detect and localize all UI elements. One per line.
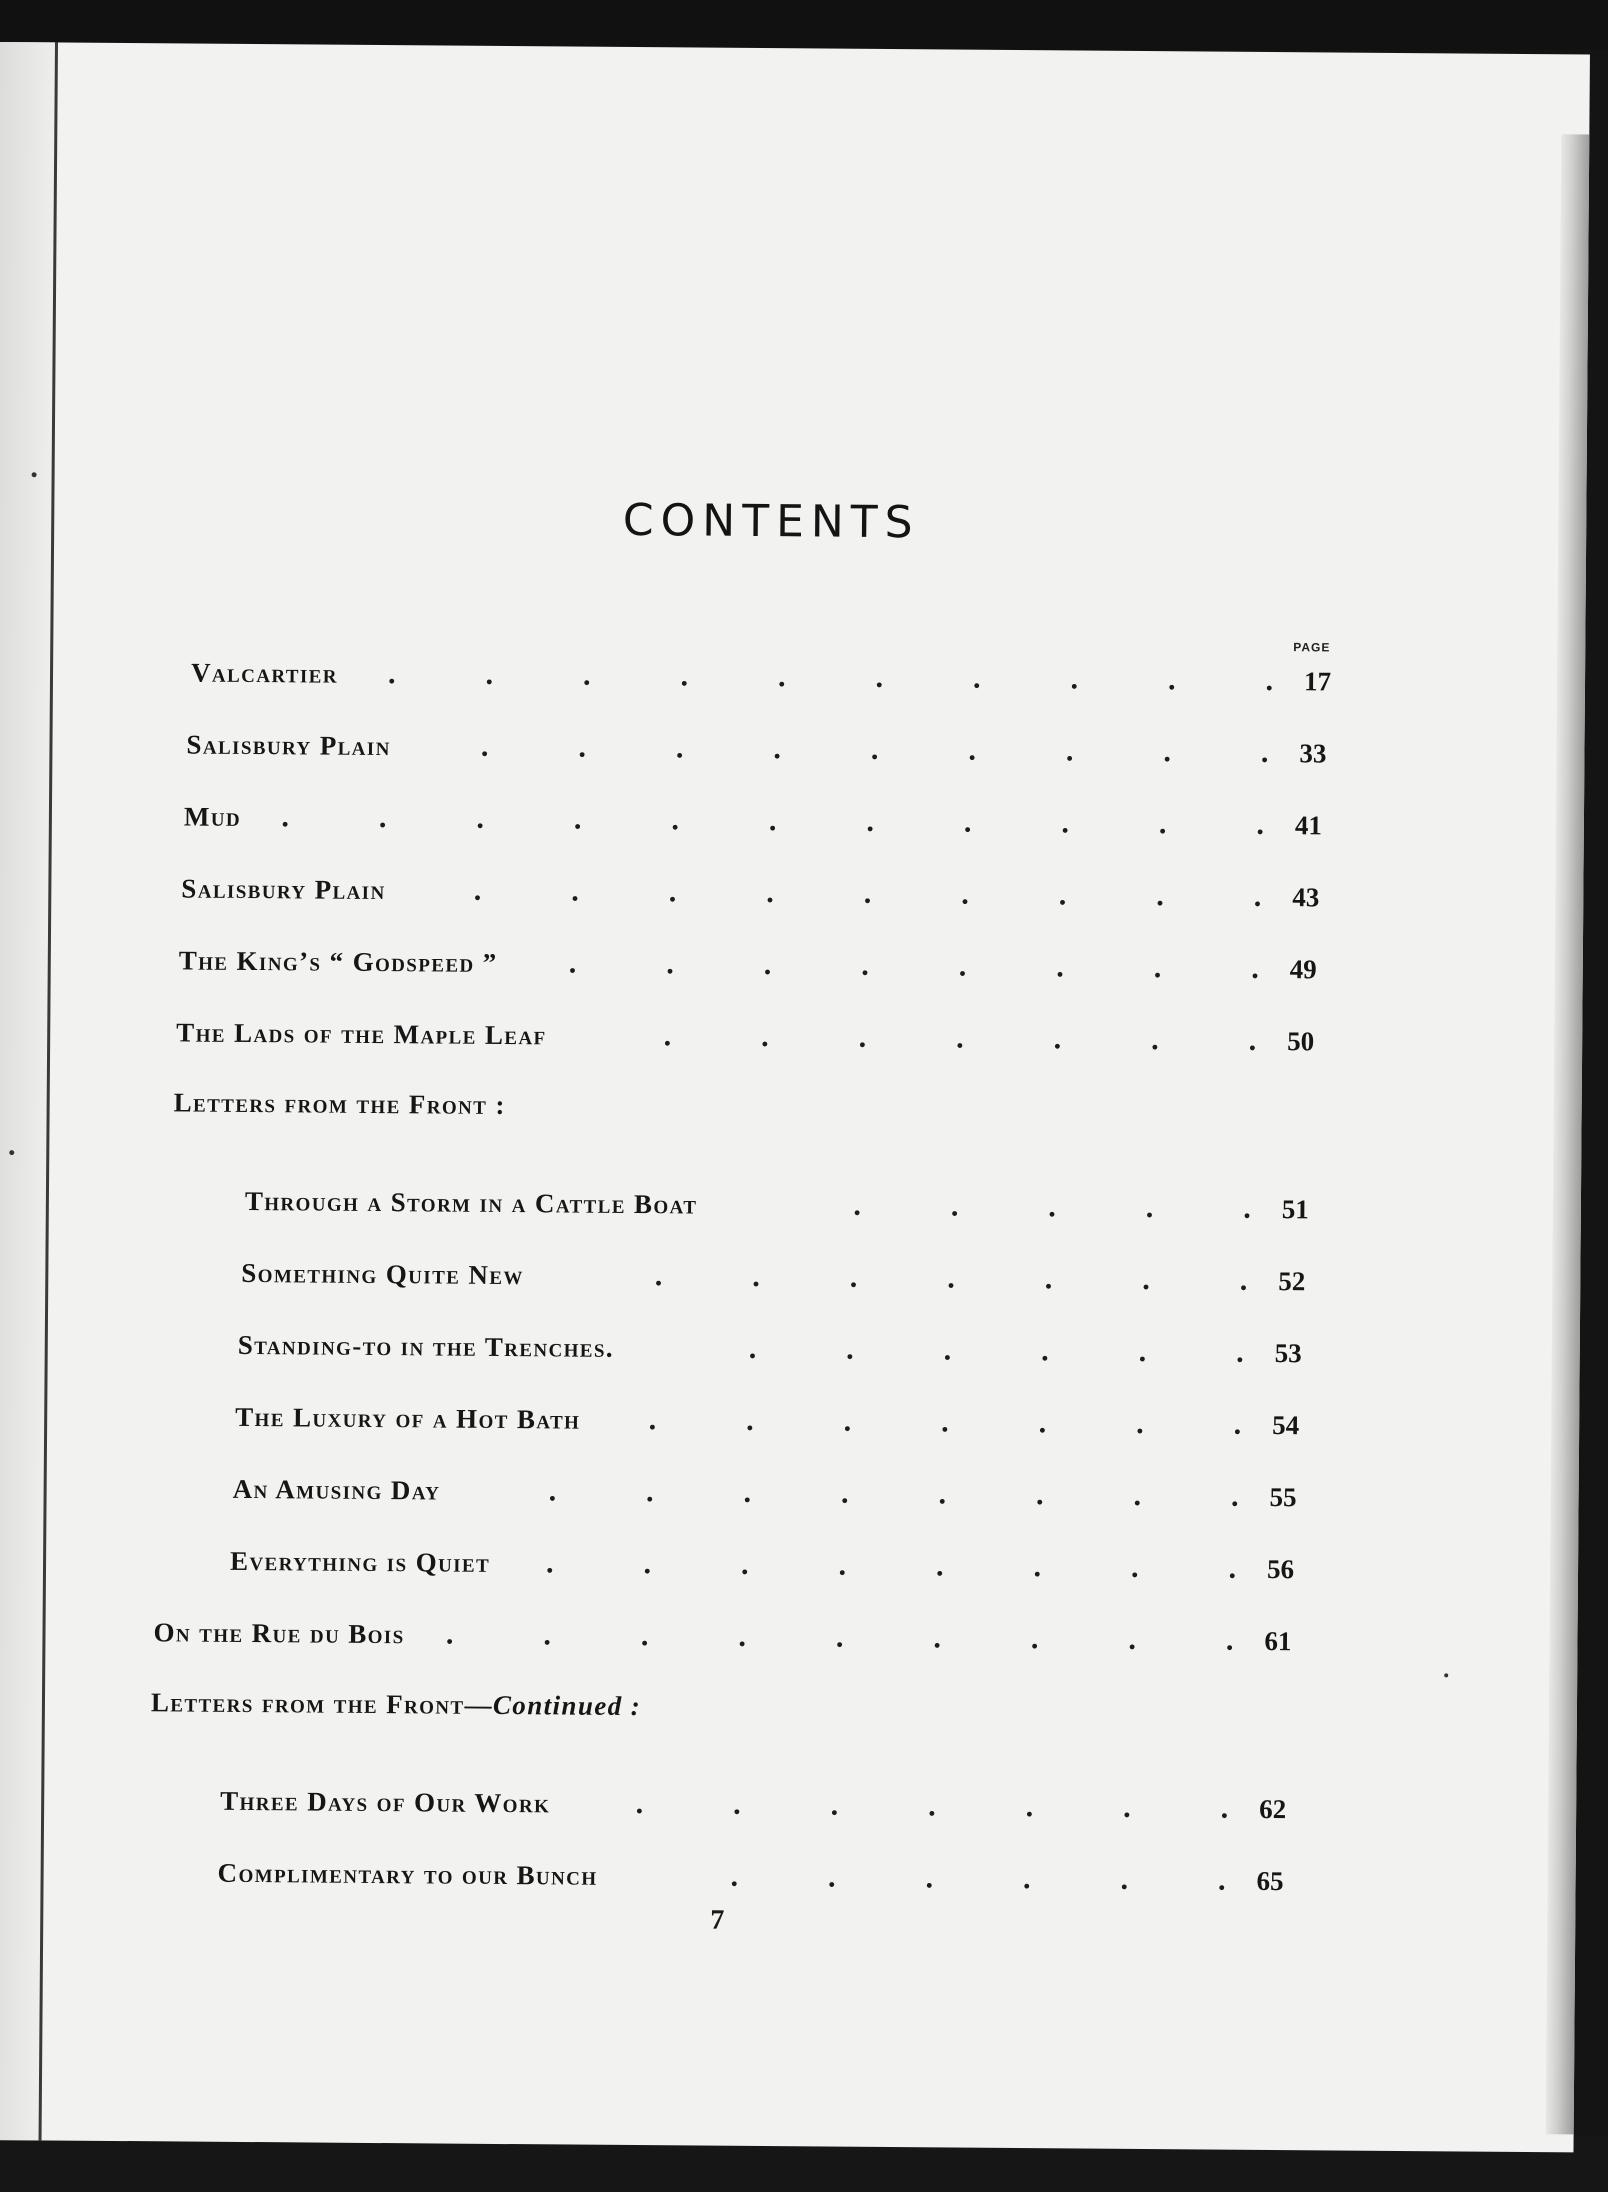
toc-entry (184, 799, 1322, 858)
page-column-label: PAGE (1293, 640, 1331, 655)
dot-leader: . . . . . . . (648, 1403, 1242, 1441)
toc-entry-title: Something Quite New (241, 1257, 524, 1291)
toc-entry-title: The King’s “ Godspeed ” (178, 945, 498, 978)
toc-entry-page: 54 (1272, 1410, 1300, 1441)
toc-entry (179, 943, 1317, 1002)
toc-entry-page: 43 (1292, 882, 1320, 913)
toc-entry-title: Valcartier (190, 657, 339, 689)
toc-entry-title: On the Rue du Bois (153, 1617, 405, 1650)
scan-border-top (0, 0, 1608, 50)
toc-entry-page: 53 (1274, 1338, 1302, 1369)
toc-entry (176, 1015, 1314, 1074)
toc-entry (245, 1184, 1309, 1242)
toc-entry (191, 656, 1331, 715)
toc-entry-title-main: Letters from the Front— (150, 1687, 494, 1720)
toc-entry-title: The Lads of the Maple Leaf (176, 1017, 547, 1051)
toc-entry-title: Mud (183, 801, 242, 832)
toc-entry-title: Letters from the Front : (173, 1087, 506, 1121)
dot-leader: . . . . . . . . (548, 1474, 1239, 1513)
dot-leader: . . . . . (853, 1188, 1252, 1225)
dot-leader: . . . . . . . . . (473, 873, 1262, 913)
page-edge (1546, 134, 1590, 2134)
toc-entry (181, 871, 1319, 930)
toc-entry-title: Complimentary to our Bunch (217, 1857, 598, 1891)
toc-entry-title: Standing-to in the Trenches. (237, 1329, 615, 1363)
contents-heading: CONTENTS (622, 494, 920, 549)
dot-leader: . . . . . . . . . (480, 729, 1269, 769)
toc-entry-title: Everything is Quiet (229, 1545, 491, 1578)
dot-leader: . . . . . . . . . (445, 1617, 1234, 1657)
toc-entry-page: 33 (1299, 738, 1327, 769)
toc-entry (235, 1400, 1299, 1458)
toc-entry-page: 56 (1266, 1553, 1295, 1585)
ink-speck (9, 1150, 14, 1155)
toc-entry (220, 1784, 1286, 1842)
toc-entry (241, 1256, 1305, 1314)
toc-entry (230, 1544, 1294, 1602)
toc-entry-page: 17 (1303, 666, 1332, 697)
dot-leader: . . . . . . . . . . . (281, 800, 1265, 841)
toc-entry-title: An Amusing Day (232, 1473, 441, 1506)
toc-section-heading (173, 1087, 1311, 1146)
toc-entry-page: 41 (1294, 810, 1323, 841)
toc-entry-page: 61 (1264, 1625, 1292, 1657)
dot-leader: . . . . . . . . . . (387, 657, 1274, 698)
dot-leader: . . . . . . . (654, 1259, 1248, 1297)
toc-entry-page: 52 (1278, 1266, 1306, 1297)
toc-entry-page: 62 (1259, 1793, 1287, 1825)
toc-entry-page: 50 (1287, 1026, 1315, 1057)
toc-entry (186, 727, 1326, 786)
toc-entry-title-italic: Continued : (492, 1689, 642, 1722)
toc-entry (217, 1856, 1283, 1914)
page-number: 7 (710, 1904, 725, 1936)
book-page (0, 42, 1590, 2152)
toc-entry (153, 1615, 1291, 1674)
dot-leader: . . . . . . (748, 1331, 1244, 1369)
toc-entry-page: 49 (1289, 954, 1317, 985)
ink-speck (32, 472, 37, 477)
dot-leader: . . . . . . . . (545, 1546, 1237, 1585)
ink-speck (1444, 1673, 1448, 1677)
dot-leader: . . . . . . . (663, 1019, 1257, 1057)
toc-entry-title: The Luxury of a Hot Bath (235, 1401, 581, 1435)
toc-entry-title: Salisbury Plain (181, 873, 386, 906)
toc-entry (232, 1472, 1296, 1530)
toc-entry-title: Through a Storm in a Cattle Boat (244, 1185, 698, 1220)
toc-entry-title (151, 1687, 641, 1722)
toc-entry-title: Salisbury Plain (186, 729, 391, 762)
dot-leader: . . . . . . (730, 1859, 1226, 1897)
toc-section-heading (151, 1687, 1289, 1746)
dot-leader: . . . . . . . (635, 1787, 1229, 1825)
toc-entry-title: Three Days of Our Work (220, 1785, 551, 1819)
dot-leader: . . . . . . . . (568, 946, 1259, 985)
toc-entry (238, 1328, 1302, 1386)
toc-entry-page: 51 (1281, 1194, 1309, 1225)
toc-entry-page: 65 (1256, 1865, 1284, 1897)
toc-entry-page: 55 (1269, 1482, 1297, 1513)
